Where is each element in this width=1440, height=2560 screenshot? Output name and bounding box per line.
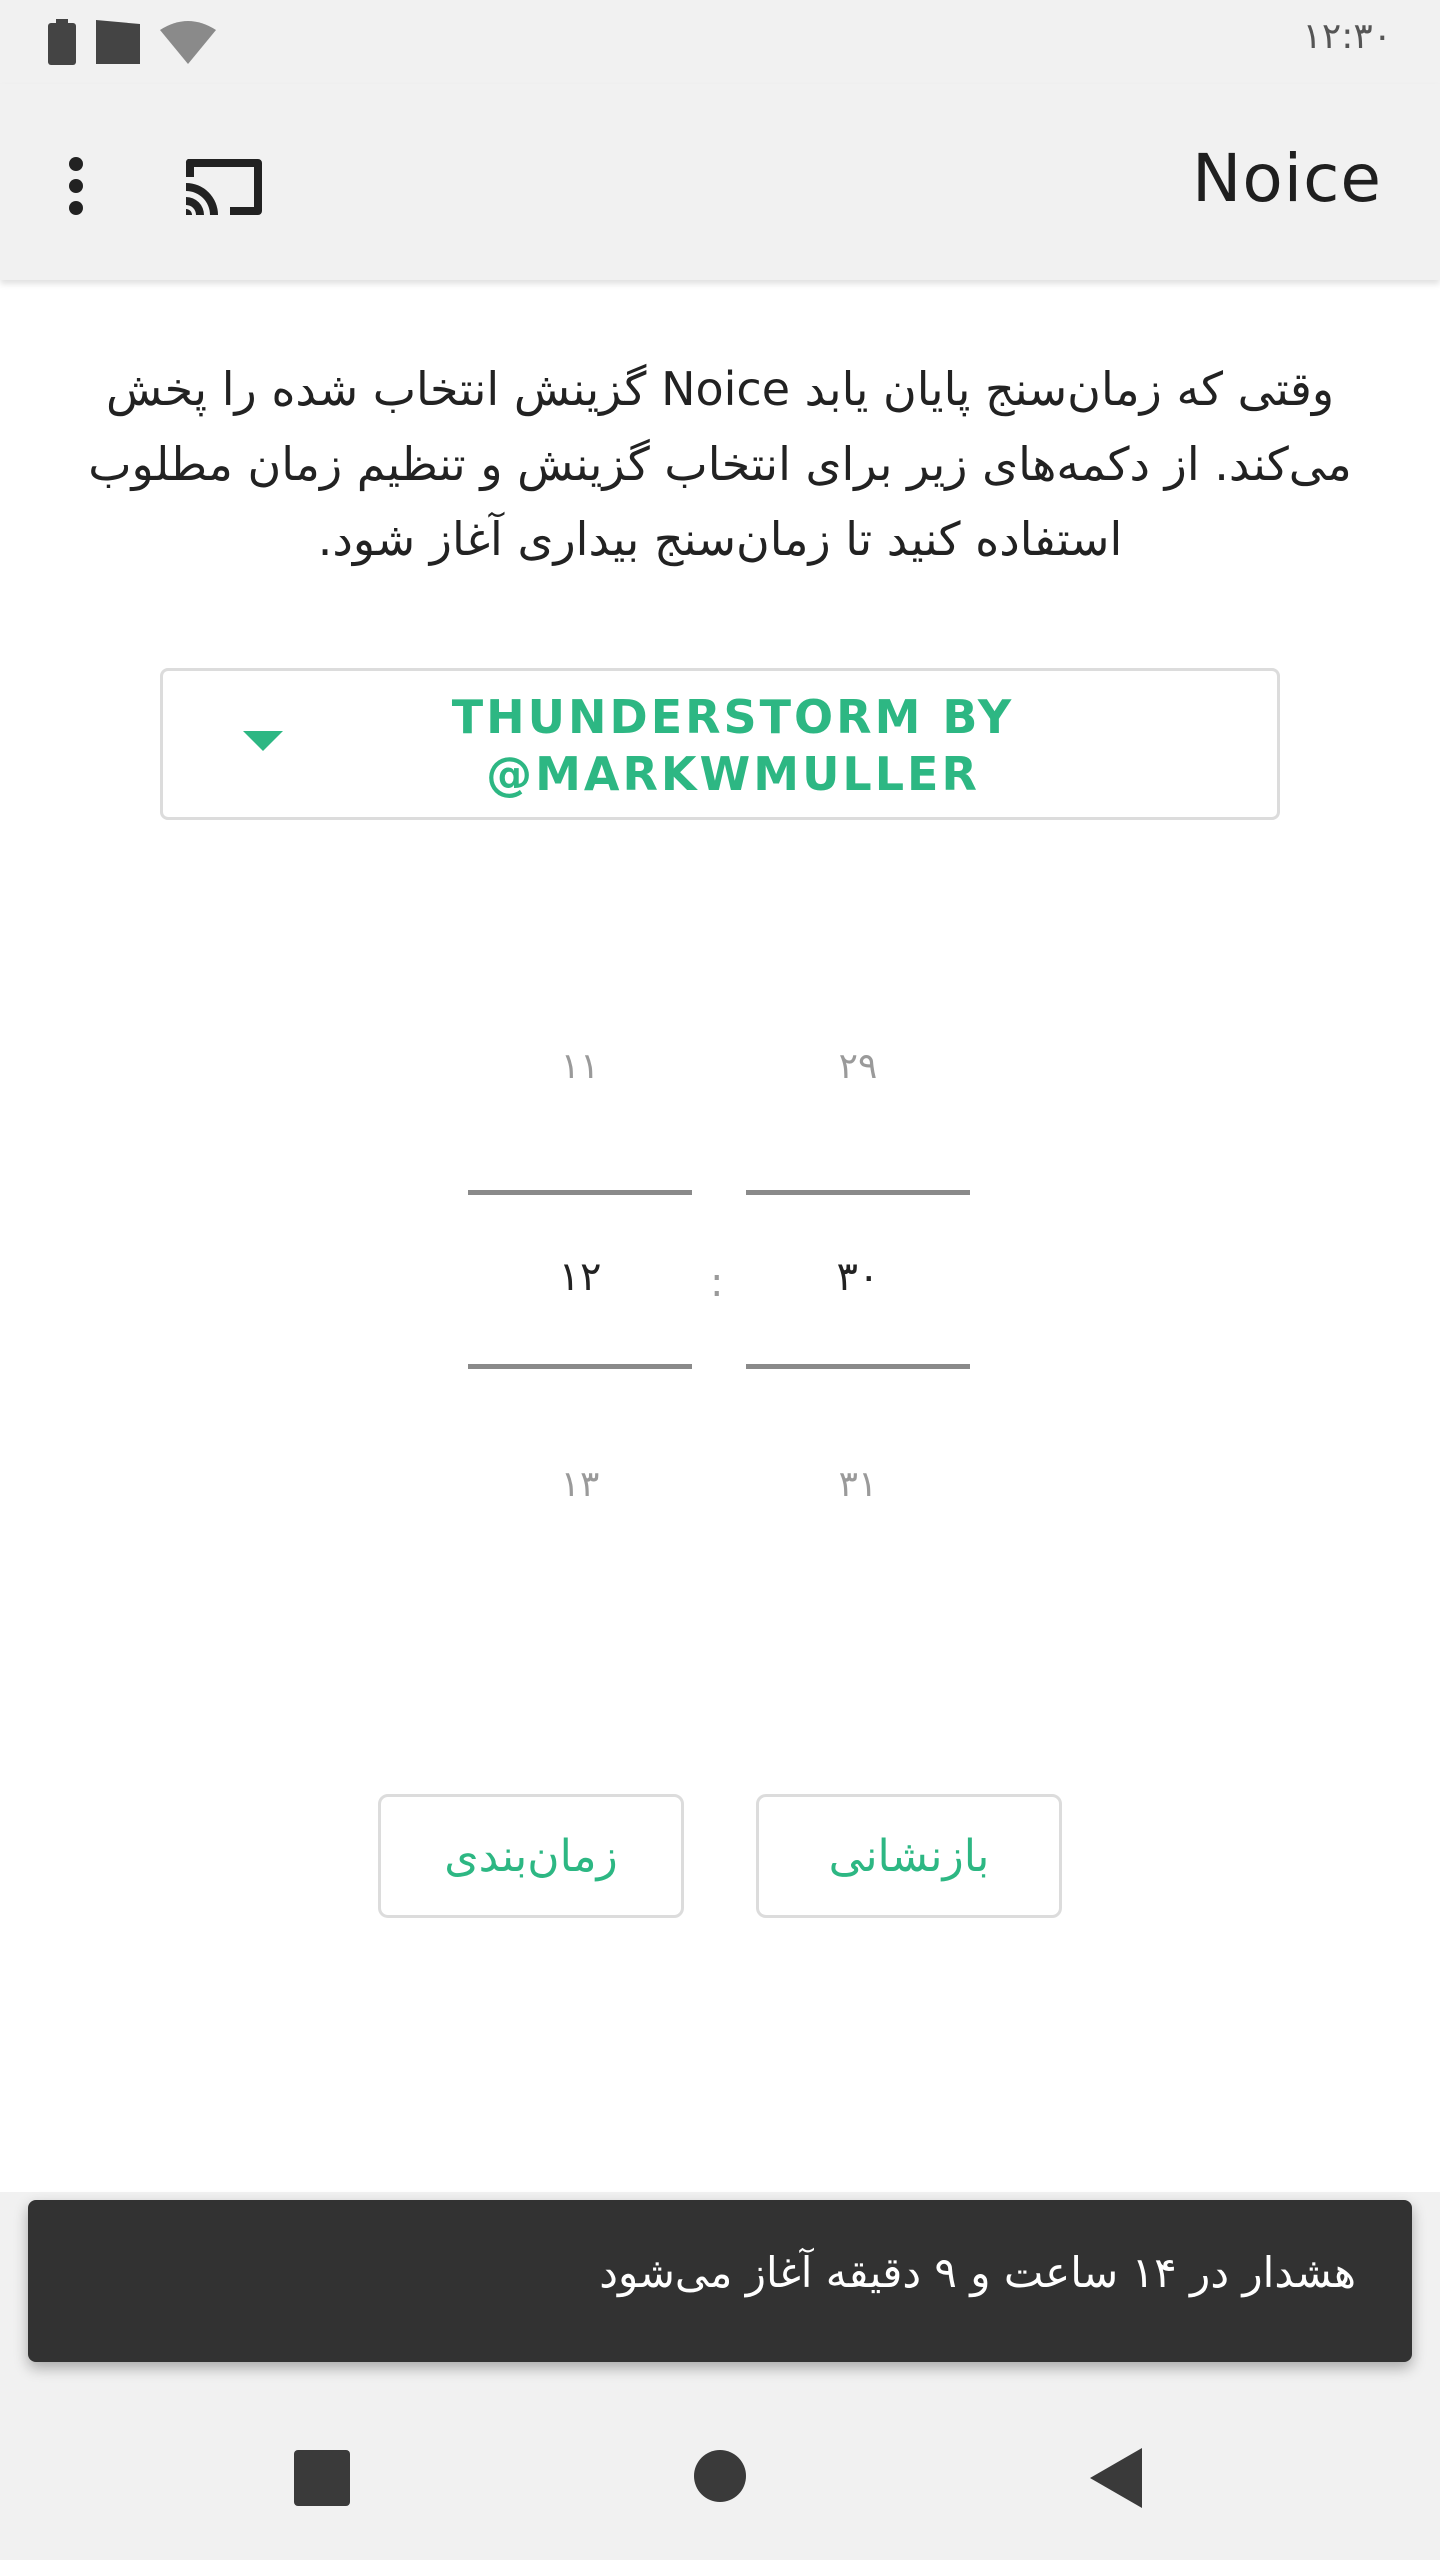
cast-button[interactable] (176, 138, 272, 234)
schedule-button[interactable]: زمان‌بندی (378, 1794, 684, 1918)
navigation-bar (0, 2392, 1440, 2560)
hour-selection-line-top (468, 1190, 692, 1195)
hour-next[interactable]: ۱۳ (560, 1464, 600, 1505)
status-icons (48, 18, 216, 66)
sound-selector-dropdown[interactable] (160, 668, 1280, 820)
signal-icon (96, 20, 140, 64)
home-button[interactable] (694, 2450, 746, 2502)
status-time: ۱۲:۳۰ (1302, 16, 1392, 57)
app-title: Noice (1192, 140, 1382, 217)
status-bar (0, 0, 1440, 84)
minute-selection-line-bottom (746, 1364, 970, 1369)
snackbar-message: هشدار در ۱۴ ساعت و ۹ دقیقه آغاز می‌شود (599, 2248, 1356, 2297)
minute-next[interactable]: ۳۱ (838, 1464, 878, 1505)
sound-selector-label: THUNDERSTORM BY @MARKWMULLER (451, 690, 1015, 801)
hour-selection-line-bottom (468, 1364, 692, 1369)
minute-prev[interactable]: ۲۹ (838, 1046, 878, 1087)
time-separator: : (710, 1260, 724, 1306)
hour-current[interactable]: ۱۲ (558, 1254, 602, 1300)
dropdown-arrow-icon (243, 731, 283, 751)
recents-button[interactable] (294, 2450, 350, 2506)
alarm-description: وقتی که زمان‌سنج پایان یابد Noice گزینش انتخاب شده را پخش می‌کند. از دکمه‌های زیر برای انتخاب گزینش و تنظیم زمان مطلوب استفاده کنید تا زمان‌سنج بیداری آغاز شود. (88, 362, 1352, 566)
battery-icon (48, 19, 76, 65)
cast-icon (184, 153, 264, 219)
minute-selection-line-top (746, 1190, 970, 1195)
snackbar (28, 2200, 1412, 2362)
minute-current[interactable]: ۳۰ (836, 1254, 880, 1300)
overflow-menu-button[interactable] (36, 138, 116, 234)
hour-prev[interactable]: ۱۱ (560, 1046, 600, 1087)
reset-button[interactable]: بازنشانی (756, 1794, 1062, 1918)
overflow-menu-icon (66, 156, 86, 216)
wifi-icon (160, 20, 216, 64)
app-toolbar (0, 84, 1440, 280)
back-button[interactable] (1090, 2448, 1142, 2508)
